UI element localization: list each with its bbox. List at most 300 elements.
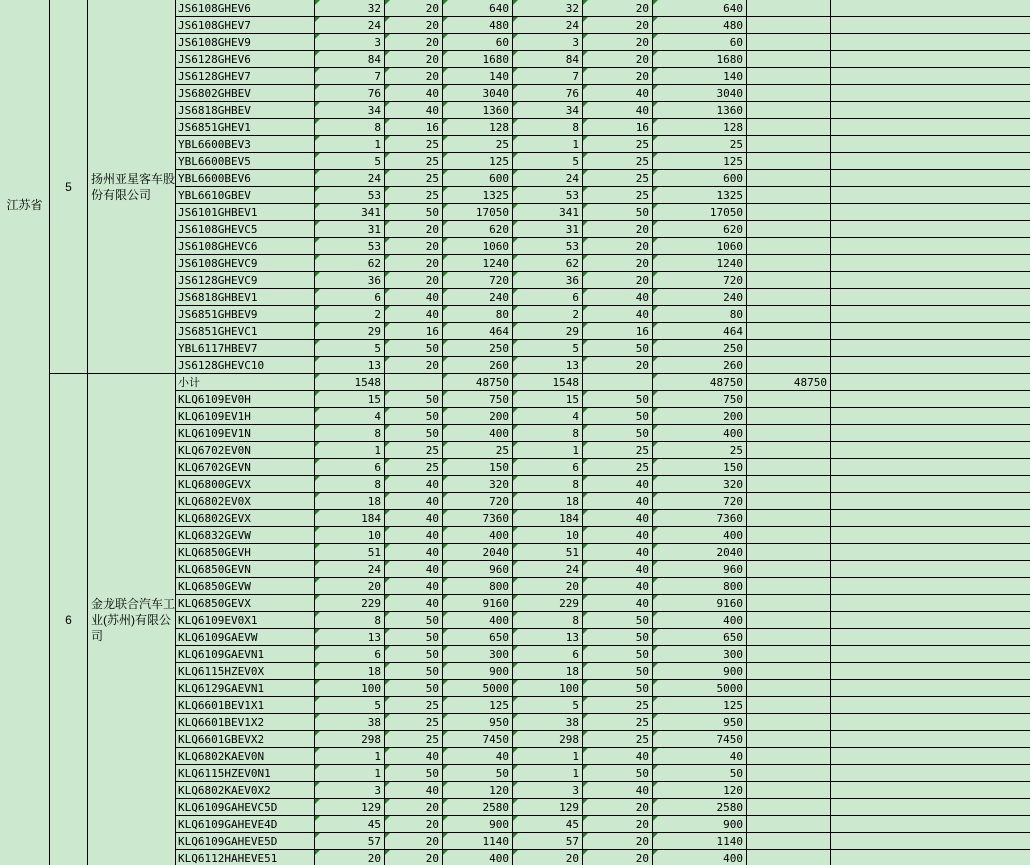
cell-quantity[interactable]: 13 bbox=[367, 359, 381, 372]
cell-quantity[interactable]: 53 bbox=[367, 240, 381, 253]
cell-approved-quantity[interactable]: 24 bbox=[565, 19, 579, 32]
cell-empty[interactable] bbox=[830, 765, 1030, 782]
cell-amount[interactable]: 1360 bbox=[482, 104, 509, 117]
cell-amount[interactable]: 1060 bbox=[482, 240, 509, 253]
cell-quantity[interactable]: 7 bbox=[374, 70, 381, 83]
cell-approved-subsidy[interactable]: 50 bbox=[635, 342, 649, 355]
cell-empty[interactable] bbox=[830, 102, 1030, 119]
cell-approved-subsidy[interactable]: 40 bbox=[635, 784, 649, 797]
company-name-cell[interactable]: 扬州亚星客车股份有限公司 bbox=[88, 0, 175, 373]
cell-approved-quantity[interactable]: 4 bbox=[572, 410, 579, 423]
cell-approved-quantity[interactable]: 31 bbox=[565, 223, 579, 236]
cell-model[interactable]: KLQ6832GEVW bbox=[178, 529, 251, 542]
cell-amount[interactable]: 150 bbox=[489, 461, 509, 474]
cell-subsidy[interactable]: 25 bbox=[425, 155, 439, 168]
cell-subtotal[interactable] bbox=[746, 153, 830, 170]
cell-approved-amount[interactable]: 960 bbox=[723, 563, 743, 576]
cell-subsidy[interactable] bbox=[384, 374, 442, 391]
cell-quantity[interactable]: 298 bbox=[361, 733, 381, 746]
cell-model[interactable]: JS6128GHEV7 bbox=[178, 70, 251, 83]
cell-approved-amount[interactable]: 900 bbox=[723, 818, 743, 831]
cell-approved-subsidy[interactable]: 25 bbox=[635, 733, 649, 746]
cell-quantity[interactable]: 2 bbox=[374, 308, 381, 321]
cell-approved-subsidy[interactable]: 25 bbox=[635, 172, 649, 185]
cell-quantity[interactable]: 38 bbox=[367, 716, 381, 729]
cell-subtotal[interactable] bbox=[746, 527, 830, 544]
cell-approved-amount[interactable]: 5000 bbox=[716, 682, 743, 695]
cell-approved-amount[interactable]: 7450 bbox=[716, 733, 743, 746]
cell-approved-amount[interactable]: 2580 bbox=[716, 801, 743, 814]
cell-subtotal[interactable] bbox=[746, 646, 830, 663]
cell-approved-amount[interactable]: 1140 bbox=[716, 835, 743, 848]
cell-approved-quantity[interactable]: 18 bbox=[565, 665, 579, 678]
cell-amount[interactable]: 140 bbox=[489, 70, 509, 83]
cell-amount[interactable]: 1680 bbox=[482, 53, 509, 66]
cell-amount[interactable]: 640 bbox=[489, 2, 509, 15]
cell-model[interactable]: JS6101GHBEV1 bbox=[178, 206, 258, 219]
cell-model[interactable]: KLQ6850GEVN bbox=[178, 563, 251, 576]
cell-approved-amount[interactable]: 200 bbox=[723, 410, 743, 423]
cell-subtotal[interactable] bbox=[746, 136, 830, 153]
cell-amount[interactable]: 9160 bbox=[482, 597, 509, 610]
cell-quantity[interactable]: 31 bbox=[367, 223, 381, 236]
cell-amount[interactable]: 650 bbox=[489, 631, 509, 644]
cell-subtotal[interactable] bbox=[746, 255, 830, 272]
cell-quantity[interactable]: 184 bbox=[361, 512, 381, 525]
cell-amount[interactable]: 400 bbox=[489, 852, 509, 865]
cell-approved-amount[interactable]: 464 bbox=[723, 325, 743, 338]
cell-quantity[interactable]: 5 bbox=[374, 342, 381, 355]
cell-quantity[interactable]: 57 bbox=[367, 835, 381, 848]
cell-approved-subsidy[interactable]: 40 bbox=[635, 597, 649, 610]
cell-quantity[interactable]: 3 bbox=[374, 784, 381, 797]
cell-quantity[interactable]: 18 bbox=[367, 495, 381, 508]
cell-subtotal[interactable] bbox=[746, 221, 830, 238]
cell-subsidy[interactable]: 25 bbox=[425, 716, 439, 729]
cell-subtotal[interactable] bbox=[746, 204, 830, 221]
cell-quantity[interactable]: 1 bbox=[374, 767, 381, 780]
cell-approved-amount[interactable]: 320 bbox=[723, 478, 743, 491]
cell-quantity[interactable]: 84 bbox=[367, 53, 381, 66]
cell-model[interactable]: JS6108GHEV6 bbox=[178, 2, 251, 15]
cell-subtotal[interactable] bbox=[746, 187, 830, 204]
cell-quantity[interactable]: 100 bbox=[361, 682, 381, 695]
cell-quantity[interactable]: 8 bbox=[374, 427, 381, 440]
cell-subtotal[interactable] bbox=[746, 272, 830, 289]
cell-subtotal[interactable] bbox=[746, 765, 830, 782]
cell-approved-subsidy[interactable]: 20 bbox=[635, 257, 649, 270]
cell-quantity[interactable]: 341 bbox=[361, 206, 381, 219]
cell-subsidy[interactable]: 25 bbox=[425, 189, 439, 202]
cell-subtotal[interactable] bbox=[746, 748, 830, 765]
cell-empty[interactable] bbox=[830, 748, 1030, 765]
cell-subtotal[interactable] bbox=[746, 119, 830, 136]
cell-amount[interactable]: 400 bbox=[489, 529, 509, 542]
cell-quantity[interactable]: 20 bbox=[367, 580, 381, 593]
cell-amount[interactable]: 1240 bbox=[482, 257, 509, 270]
cell-subsidy[interactable]: 50 bbox=[425, 427, 439, 440]
cell-amount[interactable]: 2040 bbox=[482, 546, 509, 559]
cell-approved-amount[interactable]: 3040 bbox=[716, 87, 743, 100]
cell-approved-amount[interactable]: 140 bbox=[723, 70, 743, 83]
cell-model[interactable]: JS6128GHEV6 bbox=[178, 53, 251, 66]
cell-empty[interactable] bbox=[830, 561, 1030, 578]
cell-model[interactable]: KLQ6601BEV1X1 bbox=[178, 699, 265, 712]
cell-subsidy[interactable]: 50 bbox=[425, 393, 439, 406]
cell-approved-subsidy[interactable]: 20 bbox=[635, 240, 649, 253]
cell-subsidy[interactable]: 50 bbox=[425, 665, 439, 678]
cell-amount[interactable]: 125 bbox=[489, 699, 509, 712]
cell-approved-quantity[interactable]: 10 bbox=[565, 529, 579, 542]
cell-subtotal[interactable]: 48750 bbox=[793, 376, 827, 389]
cell-approved-subsidy[interactable]: 20 bbox=[635, 818, 649, 831]
cell-subsidy[interactable]: 50 bbox=[425, 342, 439, 355]
cell-approved-quantity[interactable]: 8 bbox=[572, 427, 579, 440]
cell-quantity[interactable]: 15 bbox=[367, 393, 381, 406]
cell-amount[interactable]: 900 bbox=[489, 818, 509, 831]
cell-model[interactable]: KLQ6702GEVN bbox=[178, 461, 251, 474]
cell-approved-subsidy[interactable]: 20 bbox=[635, 53, 649, 66]
cell-quantity[interactable]: 6 bbox=[374, 648, 381, 661]
group-number-cell[interactable]: 6 bbox=[50, 374, 87, 865]
cell-approved-subsidy[interactable]: 40 bbox=[635, 495, 649, 508]
cell-amount[interactable]: 25 bbox=[495, 444, 509, 457]
cell-quantity[interactable]: 1548 bbox=[354, 376, 381, 389]
cell-approved-amount[interactable]: 480 bbox=[723, 19, 743, 32]
cell-model[interactable]: KLQ6850GEVW bbox=[178, 580, 251, 593]
cell-approved-subsidy[interactable]: 40 bbox=[635, 563, 649, 576]
cell-subtotal[interactable] bbox=[746, 799, 830, 816]
cell-subtotal[interactable] bbox=[746, 731, 830, 748]
cell-approved-subsidy[interactable]: 20 bbox=[635, 359, 649, 372]
cell-empty[interactable] bbox=[830, 51, 1030, 68]
cell-model[interactable]: JS6108GHEVC5 bbox=[178, 223, 258, 236]
cell-approved-amount[interactable]: 950 bbox=[723, 716, 743, 729]
cell-quantity[interactable]: 76 bbox=[367, 87, 381, 100]
cell-model[interactable]: JS6851GHEV1 bbox=[178, 121, 251, 134]
cell-quantity[interactable]: 20 bbox=[367, 852, 381, 865]
cell-model[interactable]: JS6108GHEV7 bbox=[178, 19, 251, 32]
cell-empty[interactable] bbox=[830, 782, 1030, 799]
cell-amount[interactable]: 480 bbox=[489, 19, 509, 32]
cell-subtotal[interactable] bbox=[746, 357, 830, 374]
cell-approved-quantity[interactable]: 6 bbox=[572, 291, 579, 304]
cell-amount[interactable]: 1140 bbox=[482, 835, 509, 848]
cell-quantity[interactable]: 45 bbox=[367, 818, 381, 831]
cell-empty[interactable] bbox=[830, 459, 1030, 476]
cell-approved-amount[interactable]: 400 bbox=[723, 529, 743, 542]
cell-approved-amount[interactable]: 400 bbox=[723, 852, 743, 865]
cell-amount[interactable]: 3040 bbox=[482, 87, 509, 100]
cell-quantity[interactable]: 8 bbox=[374, 478, 381, 491]
province-cell[interactable]: 江苏省 bbox=[0, 0, 49, 408]
cell-approved-quantity[interactable]: 36 bbox=[565, 274, 579, 287]
cell-quantity[interactable]: 36 bbox=[367, 274, 381, 287]
cell-approved-subsidy[interactable]: 20 bbox=[635, 36, 649, 49]
cell-empty[interactable] bbox=[830, 34, 1030, 51]
cell-amount[interactable]: 1325 bbox=[482, 189, 509, 202]
cell-empty[interactable] bbox=[830, 612, 1030, 629]
cell-empty[interactable] bbox=[830, 646, 1030, 663]
cell-approved-amount[interactable]: 1060 bbox=[716, 240, 743, 253]
cell-model[interactable]: KLQ6802KAEV0X2 bbox=[178, 784, 271, 797]
cell-approved-quantity[interactable]: 3 bbox=[572, 36, 579, 49]
cell-approved-subsidy[interactable]: 50 bbox=[635, 767, 649, 780]
cell-subsidy[interactable]: 40 bbox=[425, 563, 439, 576]
cell-subtotal[interactable] bbox=[746, 612, 830, 629]
cell-model[interactable]: YBL6117HBEV7 bbox=[178, 342, 258, 355]
cell-model[interactable]: KLQ6109EV0X1 bbox=[178, 614, 258, 627]
cell-approved-quantity[interactable]: 13 bbox=[565, 359, 579, 372]
cell-quantity[interactable]: 5 bbox=[374, 699, 381, 712]
cell-quantity[interactable]: 24 bbox=[367, 563, 381, 576]
cell-empty[interactable] bbox=[830, 238, 1030, 255]
cell-model[interactable]: KLQ6850GEVX bbox=[178, 597, 251, 610]
cell-empty[interactable] bbox=[830, 697, 1030, 714]
cell-subtotal[interactable] bbox=[746, 238, 830, 255]
cell-amount[interactable]: 50 bbox=[495, 767, 509, 780]
cell-quantity[interactable]: 18 bbox=[367, 665, 381, 678]
cell-quantity[interactable]: 24 bbox=[367, 172, 381, 185]
cell-quantity[interactable]: 3 bbox=[374, 36, 381, 49]
cell-model[interactable]: KLQ6601BEV1X2 bbox=[178, 716, 265, 729]
cell-approved-quantity[interactable]: 5 bbox=[572, 699, 579, 712]
cell-approved-quantity[interactable]: 229 bbox=[559, 597, 579, 610]
cell-approved-quantity[interactable]: 8 bbox=[572, 121, 579, 134]
cell-empty[interactable] bbox=[830, 0, 1030, 17]
cell-model[interactable]: YBL6600BEV6 bbox=[178, 172, 251, 185]
cell-empty[interactable] bbox=[830, 170, 1030, 187]
cell-approved-amount[interactable]: 125 bbox=[723, 699, 743, 712]
cell-approved-quantity[interactable]: 20 bbox=[565, 580, 579, 593]
cell-subtotal[interactable] bbox=[746, 0, 830, 17]
cell-amount[interactable]: 250 bbox=[489, 342, 509, 355]
cell-model[interactable]: KLQ6109GAHEVC5D bbox=[178, 801, 278, 814]
cell-approved-subsidy[interactable]: 50 bbox=[635, 393, 649, 406]
cell-approved-quantity[interactable]: 51 bbox=[565, 546, 579, 559]
cell-model[interactable]: JS6818GHBEV bbox=[178, 104, 251, 117]
cell-subtotal[interactable] bbox=[746, 578, 830, 595]
cell-empty[interactable] bbox=[830, 663, 1030, 680]
cell-amount[interactable]: 620 bbox=[489, 223, 509, 236]
cell-approved-subsidy[interactable]: 50 bbox=[635, 206, 649, 219]
cell-approved-quantity[interactable]: 53 bbox=[565, 189, 579, 202]
cell-model[interactable]: JS6108GHEV9 bbox=[178, 36, 251, 49]
cell-approved-quantity[interactable]: 38 bbox=[565, 716, 579, 729]
cell-subsidy[interactable]: 40 bbox=[425, 512, 439, 525]
cell-empty[interactable] bbox=[830, 289, 1030, 306]
cell-approved-subsidy[interactable]: 40 bbox=[635, 546, 649, 559]
cell-approved-subsidy[interactable]: 20 bbox=[635, 19, 649, 32]
cell-subsidy[interactable]: 50 bbox=[425, 631, 439, 644]
cell-subtotal[interactable] bbox=[746, 68, 830, 85]
cell-approved-quantity[interactable]: 53 bbox=[565, 240, 579, 253]
cell-subsidy[interactable]: 20 bbox=[425, 274, 439, 287]
cell-empty[interactable] bbox=[830, 442, 1030, 459]
cell-approved-amount[interactable]: 7360 bbox=[716, 512, 743, 525]
cell-amount[interactable]: 260 bbox=[489, 359, 509, 372]
cell-amount[interactable]: 2580 bbox=[482, 801, 509, 814]
cell-approved-amount[interactable]: 128 bbox=[723, 121, 743, 134]
cell-subtotal[interactable] bbox=[746, 34, 830, 51]
cell-quantity[interactable]: 51 bbox=[367, 546, 381, 559]
cell-quantity[interactable]: 29 bbox=[367, 325, 381, 338]
cell-approved-amount[interactable]: 750 bbox=[723, 393, 743, 406]
cell-model[interactable]: KLQ6109EV1N bbox=[178, 427, 251, 440]
cell-approved-subsidy[interactable]: 40 bbox=[635, 308, 649, 321]
cell-empty[interactable] bbox=[830, 306, 1030, 323]
cell-approved-quantity[interactable]: 5 bbox=[572, 342, 579, 355]
cell-amount[interactable]: 125 bbox=[489, 155, 509, 168]
cell-approved-amount[interactable]: 650 bbox=[723, 631, 743, 644]
cell-model[interactable]: KLQ6112HAHEVE51 bbox=[178, 852, 278, 865]
cell-subtotal[interactable] bbox=[746, 391, 830, 408]
cell-subsidy[interactable]: 40 bbox=[425, 597, 439, 610]
cell-empty[interactable] bbox=[830, 425, 1030, 442]
cell-empty[interactable] bbox=[830, 578, 1030, 595]
cell-subsidy[interactable]: 50 bbox=[425, 648, 439, 661]
cell-subsidy[interactable]: 20 bbox=[425, 70, 439, 83]
cell-approved-quantity[interactable]: 1548 bbox=[552, 376, 579, 389]
cell-amount[interactable]: 60 bbox=[495, 36, 509, 49]
cell-approved-amount[interactable]: 400 bbox=[723, 614, 743, 627]
cell-model[interactable]: JS6851GHBEV9 bbox=[178, 308, 258, 321]
cell-approved-amount[interactable]: 1240 bbox=[716, 257, 743, 270]
cell-approved-amount[interactable]: 1325 bbox=[716, 189, 743, 202]
cell-approved-subsidy[interactable]: 50 bbox=[635, 410, 649, 423]
cell-subsidy[interactable]: 40 bbox=[425, 478, 439, 491]
cell-approved-quantity[interactable]: 57 bbox=[565, 835, 579, 848]
cell-model[interactable]: 小计 bbox=[178, 376, 200, 389]
cell-amount[interactable]: 800 bbox=[489, 580, 509, 593]
cell-model[interactable]: JS6128GHEVC10 bbox=[178, 359, 265, 372]
cell-approved-amount[interactable]: 120 bbox=[723, 784, 743, 797]
cell-amount[interactable]: 200 bbox=[489, 410, 509, 423]
cell-amount[interactable]: 720 bbox=[489, 495, 509, 508]
cell-subsidy[interactable]: 20 bbox=[425, 257, 439, 270]
cell-subsidy[interactable]: 40 bbox=[425, 104, 439, 117]
cell-approved-subsidy[interactable]: 25 bbox=[635, 461, 649, 474]
cell-quantity[interactable]: 13 bbox=[367, 631, 381, 644]
cell-approved-quantity[interactable]: 84 bbox=[565, 53, 579, 66]
cell-subsidy[interactable]: 25 bbox=[425, 138, 439, 151]
cell-approved-quantity[interactable]: 6 bbox=[572, 648, 579, 661]
cell-subtotal[interactable] bbox=[746, 170, 830, 187]
cell-model[interactable]: KLQ6802KAEV0N bbox=[178, 750, 265, 763]
cell-amount[interactable]: 7450 bbox=[482, 733, 509, 746]
cell-approved-amount[interactable]: 800 bbox=[723, 580, 743, 593]
cell-approved-subsidy[interactable]: 25 bbox=[635, 444, 649, 457]
cell-approved-amount[interactable]: 80 bbox=[729, 308, 743, 321]
cell-subtotal[interactable] bbox=[746, 442, 830, 459]
cell-empty[interactable] bbox=[830, 850, 1030, 865]
cell-approved-subsidy[interactable]: 20 bbox=[635, 852, 649, 865]
cell-subtotal[interactable] bbox=[746, 51, 830, 68]
cell-subtotal[interactable] bbox=[746, 425, 830, 442]
cell-approved-amount[interactable]: 250 bbox=[723, 342, 743, 355]
cell-empty[interactable] bbox=[830, 391, 1030, 408]
cell-quantity[interactable]: 1 bbox=[374, 444, 381, 457]
cell-approved-quantity[interactable]: 32 bbox=[565, 2, 579, 15]
cell-subtotal[interactable] bbox=[746, 408, 830, 425]
cell-subtotal[interactable] bbox=[746, 17, 830, 34]
cell-amount[interactable]: 17050 bbox=[475, 206, 509, 219]
cell-subtotal[interactable] bbox=[746, 561, 830, 578]
cell-approved-quantity[interactable]: 100 bbox=[559, 682, 579, 695]
cell-approved-quantity[interactable]: 184 bbox=[559, 512, 579, 525]
cell-approved-quantity[interactable]: 8 bbox=[572, 478, 579, 491]
cell-approved-amount[interactable]: 720 bbox=[723, 495, 743, 508]
cell-model[interactable]: KLQ6109EV0H bbox=[178, 393, 251, 406]
cell-empty[interactable] bbox=[830, 68, 1030, 85]
cell-approved-amount[interactable]: 620 bbox=[723, 223, 743, 236]
cell-amount[interactable]: 80 bbox=[495, 308, 509, 321]
cell-subsidy[interactable]: 25 bbox=[425, 699, 439, 712]
cell-empty[interactable] bbox=[830, 731, 1030, 748]
cell-approved-amount[interactable]: 17050 bbox=[709, 206, 743, 219]
cell-model[interactable]: KLQ6115HZEV0N1 bbox=[178, 767, 271, 780]
cell-subsidy[interactable]: 40 bbox=[425, 308, 439, 321]
company-name-cell[interactable]: 金龙联合汽车工业(苏州)有限公司 bbox=[88, 374, 175, 865]
cell-subtotal[interactable] bbox=[746, 816, 830, 833]
cell-subtotal[interactable] bbox=[746, 102, 830, 119]
cell-approved-subsidy[interactable]: 40 bbox=[635, 104, 649, 117]
cell-subsidy[interactable]: 50 bbox=[425, 206, 439, 219]
cell-approved-amount[interactable]: 2040 bbox=[716, 546, 743, 559]
cell-subsidy[interactable]: 40 bbox=[425, 495, 439, 508]
cell-subsidy[interactable]: 20 bbox=[425, 835, 439, 848]
cell-approved-subsidy[interactable]: 20 bbox=[635, 223, 649, 236]
cell-subsidy[interactable]: 50 bbox=[425, 614, 439, 627]
cell-approved-quantity[interactable]: 8 bbox=[572, 614, 579, 627]
cell-approved-quantity[interactable]: 18 bbox=[565, 495, 579, 508]
cell-approved-quantity[interactable]: 3 bbox=[572, 784, 579, 797]
cell-subtotal[interactable] bbox=[746, 782, 830, 799]
cell-empty[interactable] bbox=[830, 510, 1030, 527]
cell-subtotal[interactable] bbox=[746, 510, 830, 527]
cell-subsidy[interactable]: 50 bbox=[425, 767, 439, 780]
cell-model[interactable]: YBL6600BEV5 bbox=[178, 155, 251, 168]
cell-subsidy[interactable]: 40 bbox=[425, 87, 439, 100]
cell-amount[interactable]: 320 bbox=[489, 478, 509, 491]
cell-subsidy[interactable]: 16 bbox=[425, 325, 439, 338]
cell-approved-subsidy[interactable]: 50 bbox=[635, 614, 649, 627]
cell-subtotal[interactable] bbox=[746, 544, 830, 561]
cell-approved-quantity[interactable]: 1 bbox=[572, 138, 579, 151]
cell-subsidy[interactable]: 25 bbox=[425, 444, 439, 457]
cell-amount[interactable]: 48750 bbox=[475, 376, 509, 389]
cell-empty[interactable] bbox=[830, 17, 1030, 34]
cell-subsidy[interactable]: 20 bbox=[425, 36, 439, 49]
cell-approved-amount[interactable]: 600 bbox=[723, 172, 743, 185]
cell-approved-subsidy[interactable]: 20 bbox=[635, 2, 649, 15]
cell-empty[interactable] bbox=[830, 833, 1030, 850]
cell-amount[interactable]: 40 bbox=[495, 750, 509, 763]
cell-amount[interactable]: 7360 bbox=[482, 512, 509, 525]
cell-approved-quantity[interactable]: 24 bbox=[565, 563, 579, 576]
cell-approved-subsidy[interactable]: 40 bbox=[635, 750, 649, 763]
cell-approved-subsidy[interactable]: 40 bbox=[635, 87, 649, 100]
cell-approved-amount[interactable]: 25 bbox=[729, 138, 743, 151]
cell-approved-amount[interactable]: 720 bbox=[723, 274, 743, 287]
cell-amount[interactable]: 300 bbox=[489, 648, 509, 661]
cell-amount[interactable]: 400 bbox=[489, 614, 509, 627]
cell-model[interactable]: KLQ6115HZEV0X bbox=[178, 665, 265, 678]
cell-model[interactable]: KLQ6109GAEVN1 bbox=[178, 648, 265, 661]
cell-model[interactable]: KLQ6802GEVX bbox=[178, 512, 251, 525]
cell-subsidy[interactable]: 40 bbox=[425, 291, 439, 304]
cell-approved-subsidy[interactable]: 50 bbox=[635, 648, 649, 661]
